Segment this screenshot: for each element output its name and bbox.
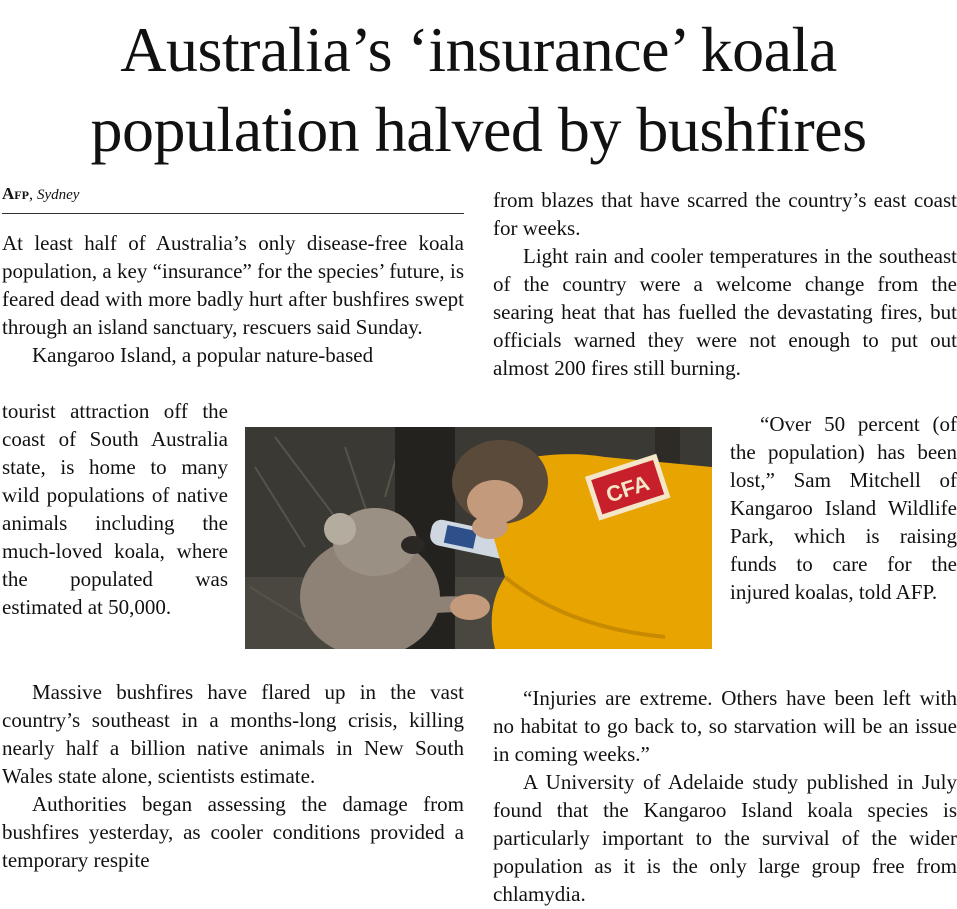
koala-ear	[324, 513, 356, 545]
paragraph-5: Light rain and cooler temperatures in the southeast of the country were a welcome change from the searing heat that has fuelled the devastating fires, but officials warned they were not enough to put out almost 200 fires still burning.	[493, 244, 957, 380]
paragraph-1: At least half of Australia’s only disease-free koala population, a key “insurance” for the species’ future, is feared dead with more badly hurt after bushfires swept through an island sanctuary, rescuers said Sunday.	[2, 231, 464, 339]
paragraph-8: A University of Adelaide study published in July found that the Kangaroo Island koala species is particularly important to the survival of the wider population as it is the only large group free from chlamydia.	[493, 770, 957, 906]
firefighter-hand-lower	[450, 594, 490, 620]
article-column-right-wrap	[730, 410, 957, 606]
byline-divider	[2, 213, 464, 214]
paragraph-4-start: Authorities began assessing the damage from bushfires yesterday, as cooler conditions provided a temporary respite	[2, 792, 464, 872]
firefighter-hand	[472, 515, 508, 539]
byline-agency: Afp	[2, 184, 29, 203]
paragraph-7: “Injuries are extreme. Others have been left with no habitat to go back to, so starvation will be an issue in coming weeks.”	[493, 686, 957, 766]
article-column-left-wrap	[2, 397, 228, 621]
article-column-left-bottom	[2, 678, 464, 874]
koala-nose	[401, 536, 425, 554]
article-column-left-top	[2, 229, 464, 369]
headline-line-1: Australia’s ‘insurance’ koala	[120, 14, 837, 85]
paragraph-3: Massive bushfires have flared up in the vast country’s southeast in a months-long crisis, killing nearly half a billion native animals in New South Wales state alone, scientists estimate.	[2, 680, 464, 788]
paragraph-4-end: from blazes that have scarred the country’s east coast for weeks.	[493, 188, 957, 240]
headline-line-2: population halved by bushfires	[90, 94, 867, 165]
article-column-right-top	[493, 186, 957, 382]
paragraph-2-start: Kangaroo Island, a popular nature-based	[32, 343, 374, 367]
paragraph-6: “Over 50 percent (of the population) has been lost,” Sam Mitchell of Kangaroo Island Wildlife Park, which is raising funds to care for the injured koalas, told AFP.	[730, 412, 957, 604]
paragraph-2-rest: tourist attraction off the coast of South Australia state, is home to many wild populations of native animals including the much-loved koala, where the populated was estimated at 50,000.	[2, 399, 228, 619]
koala-firefighter-photo	[245, 427, 712, 649]
cfa-patch-text: CFA	[602, 470, 653, 508]
byline-city: Sydney	[36, 187, 80, 203]
byline-separator: ,	[28, 186, 33, 203]
headline	[0, 10, 957, 170]
photo-illustration	[245, 427, 712, 649]
article-column-right-bottom	[493, 684, 957, 908]
byline	[2, 182, 79, 207]
